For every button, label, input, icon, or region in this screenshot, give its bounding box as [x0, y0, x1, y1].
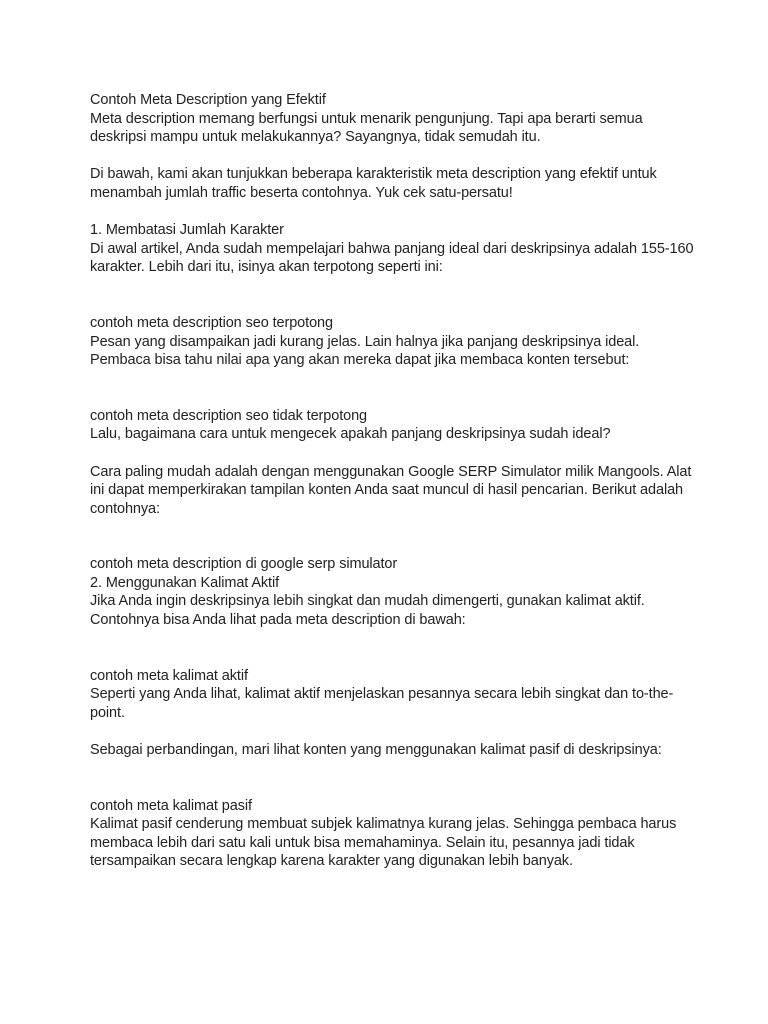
section2-body-line-2: Contohnya bisa Anda lihat pada meta description di bawah: — [90, 612, 466, 629]
section1-body2-line-1: Pesan yang disampaikan jadi kurang jelas. Lain halnya jika panjang deskripsinya ideal. — [90, 333, 640, 350]
intro2-line-2: menambah jumlah traffic beserta contohnya. Yuk cek satu-persatu! — [90, 184, 513, 201]
section1-body4-line-1: Cara paling mudah adalah dengan menggunakan Google SERP Simulator milik Mangools. Alat — [90, 463, 692, 480]
section2-body4-line-2: membaca lebih dari satu kali untuk bisa memahaminya. Selain itu, pesannya jadi tidak — [90, 834, 635, 851]
section2-caption-1: contoh meta kalimat aktif — [90, 667, 248, 684]
section2-caption-2: contoh meta kalimat pasif — [90, 797, 252, 814]
section2-body2-line-1: Seperti yang Anda lihat, kalimat aktif menjelaskan pesannya secara lebih singkat dan to-the- — [90, 686, 674, 703]
section1-body2-line-2: Pembaca bisa tahu nilai apa yang akan mereka dapat jika membaca konten tersebut: — [90, 352, 630, 369]
intro-line-2: deskripsi mampu untuk melakukannya? Sayangnya, tidak semudah itu. — [90, 129, 541, 146]
intro2-line-1: Di bawah, kami akan tunjukkan beberapa karakteristik meta description yang efektif untuk — [90, 166, 657, 183]
section1-caption-1: contoh meta description seo terpotong — [90, 314, 333, 331]
section1-body-line-1: Di awal artikel, Anda sudah mempelajari bahwa panjang ideal dari deskripsinya adalah 155-160 — [90, 240, 694, 257]
section1-heading: 1. Membatasi Jumlah Karakter — [90, 222, 284, 239]
document-page — [90, 91, 694, 871]
section1-body3: Lalu, bagaimana cara untuk mengecek apakah panjang deskripsinya sudah ideal? — [90, 426, 611, 443]
section1-body-line-2: karakter. Lebih dari itu, isinya akan terpotong seperti ini: — [90, 259, 443, 276]
document-title: Contoh Meta Description yang Efektif — [90, 92, 326, 108]
section1-caption-3: contoh meta description di google serp simulator — [90, 556, 398, 573]
intro-line-1: Meta description memang berfungsi untuk menarik pengunjung. Tapi apa berarti semua — [90, 110, 643, 127]
section2-body3: Sebagai perbandingan, mari lihat konten yang menggunakan kalimat pasif di deskripsinya: — [90, 742, 662, 759]
section2-body4-line-3: tersampaikan secara lengkap karena karakter yang digunakan lebih banyak. — [90, 853, 573, 870]
section2-body-line-1: Jika Anda ingin deskripsinya lebih singkat dan mudah dimengerti, gunakan kalimat aktif. — [90, 593, 645, 610]
section2-body4-line-1: Kalimat pasif cenderung membuat subjek kalimatnya kurang jelas. Sehingga pembaca harus — [90, 816, 677, 833]
section2-body2-line-2: point. — [90, 704, 125, 721]
section2-heading: 2. Menggunakan Kalimat Aktif — [90, 574, 280, 591]
section1-body4-line-3: contohnya: — [90, 500, 160, 517]
section1-body4-line-2: ini dapat memperkirakan tampilan konten Anda saat muncul di hasil pencarian. Berikut adalah — [90, 482, 684, 499]
section1-caption-2: contoh meta description seo tidak terpotong — [90, 407, 368, 424]
